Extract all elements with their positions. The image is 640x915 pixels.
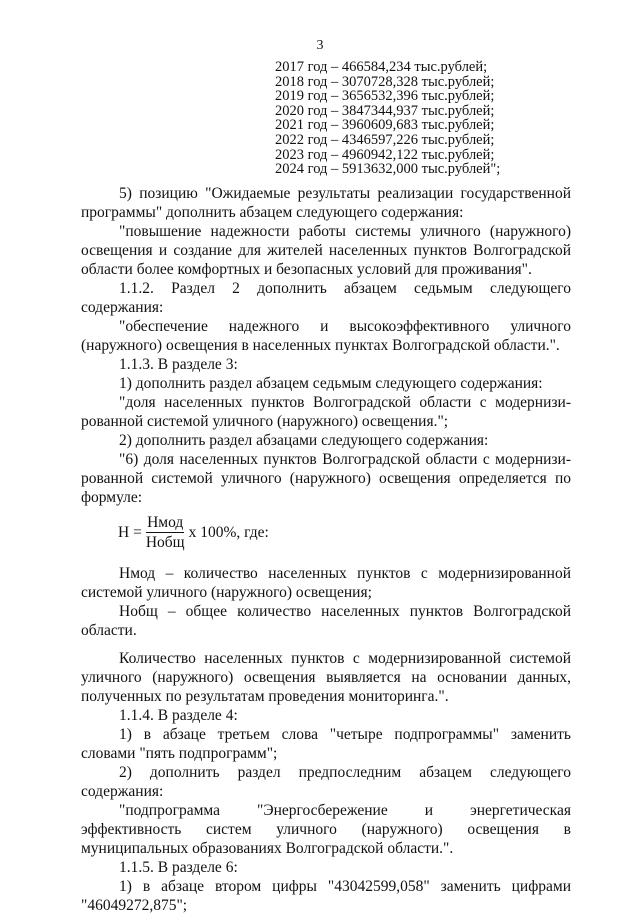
paragraph-sub-1: 1) дополнить раздел абзацем седьмым следующего содержания: xyxy=(119,375,543,392)
funding-line-2018: 2018 год – 3070728,328 тыс.рублей; xyxy=(275,73,495,90)
paragraph-quote-results: "повышение надежности работы системы уличного (наружного) освещения и создание для жителей населенных пунктов Волгоградской области более комфортных и безопасных условий для проживания". xyxy=(81,223,571,278)
formula-denominator: Нобщ xyxy=(145,533,185,551)
funding-line-2022: 2022 год – 4346597,226 тыс.рублей; xyxy=(275,131,495,148)
paragraph-1-1-5: 1.1.5. В разделе 6: xyxy=(119,859,238,876)
funding-line-2023: 2023 год – 4960942,122 тыс.рублей; xyxy=(275,146,495,163)
page-number: 3 xyxy=(316,38,324,53)
share-formula xyxy=(118,509,571,555)
paragraph-quote-subprogram: "подпрограмма "Энергосбережение и энергетическая эффективность систем уличного (наружного) освещения в муниципальных образованиях Волгоградской области.". xyxy=(81,802,571,857)
paragraph-monitoring: Количество населенных пунктов с модернизированной системой уличного (наружного) освещения выявляется на основании данных, полученных по результатам проведения мониторинга.". xyxy=(81,650,571,705)
funding-line-2017: 2017 год – 466584,234 тыс.рублей; xyxy=(275,59,488,75)
paragraph-sub-1-replace: 1) в абзаце третьем слова "четыре подпрограммы" заменить словами "пять подпрограмм"; xyxy=(81,726,571,762)
paragraph-quote-share: "доля населенных пунктов Волгоградской области с модернизированной системой уличного (наружного) освещения."; xyxy=(81,394,571,430)
funding-line-2019: 2019 год – 3656532,396 тыс.рублей; xyxy=(275,88,495,105)
document-body xyxy=(81,184,571,915)
funding-line-2024: 2024 год – 5913632,000 тыс.рублей"; xyxy=(275,161,501,178)
funding-line-2020: 2020 год – 3847344,937 тыс.рублей; xyxy=(275,102,495,119)
funding-line-2021: 2021 год – 3960609,683 тыс.рублей; xyxy=(275,117,495,134)
formula-numerator: Нмод xyxy=(147,513,184,531)
paragraph-sub-2: 2) дополнить раздел абзацами следующего содержания: xyxy=(119,432,489,449)
paragraph-sub-1-figures: 1) в абзаце втором цифры "43042599,058" заменить цифрами "46049272,875"; xyxy=(81,878,571,914)
paragraph-item-5: 5) позицию "Ожидаемые результаты реализации государственной программы" дополнить абзацем следующего содержания: xyxy=(81,185,571,221)
paragraph-sub-2-add: 2) дополнить раздел предпоследним абзацем следующего содержания: xyxy=(81,764,571,800)
formula-fraction xyxy=(146,514,185,551)
paragraph-quote-formula-intro: "6) доля населенных пунктов Волгоградской области с модернизированной системой уличного (наружного) освещения определяется по формуле: xyxy=(81,451,571,506)
paragraph-quote-lighting: "обеспечение надежного и высокоэффективного уличного (наружного) освещения в населенных пунктах Волгоградской области.". xyxy=(81,318,571,354)
formula-rhs: х 100%, где: xyxy=(188,523,269,541)
paragraph-1-1-3: 1.1.3. В разделе 3: xyxy=(119,356,238,373)
funding-by-year-list xyxy=(275,60,500,177)
paragraph-1-1-4: 1.1.4. В разделе 4: xyxy=(119,707,238,724)
paragraph-1-1-2: 1.1.2. Раздел 2 дополнить абзацем седьмым следующего содержания: xyxy=(81,280,571,316)
paragraph-nmod-definition: Нмод – количество населенных пунктов с модернизированной системой уличного (наружного) освещения; xyxy=(81,565,571,601)
paragraph-nobsch-definition: Нобщ – общее количество населенных пунктов Волгоградской области. xyxy=(81,603,571,639)
formula-lhs: Н = xyxy=(118,523,142,541)
